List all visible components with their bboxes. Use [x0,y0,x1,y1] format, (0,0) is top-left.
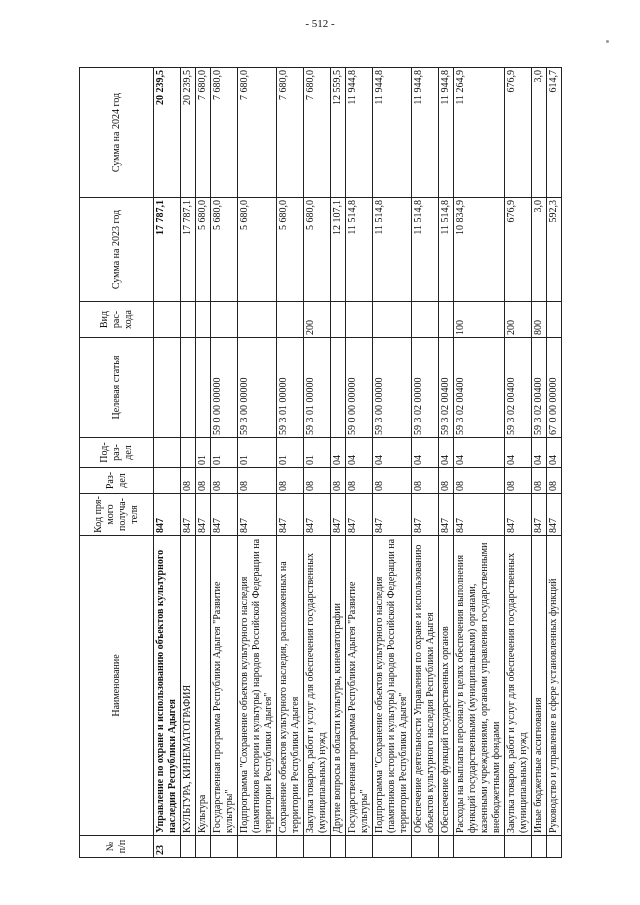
table-row [304,68,331,858]
cell-recipient: 847 [238,494,277,536]
cell-subsection: 01 [277,438,304,468]
cell-no [304,836,331,858]
cell-no [277,836,304,858]
cell-section: 08 [505,468,532,494]
cell-sum-2023: 5 680,0 [304,198,331,302]
cell-sum-2023: 10 834,9 [454,198,505,302]
header-exp-type: Вид рас- хода [80,302,154,338]
cell-sum-2024: 12 559,5 [331,68,346,198]
cell-section: 08 [196,468,211,494]
budget-table [79,67,562,858]
cell-name: Подпрограмма "Сохранение объектов культурного наследия (памятников истории и культуры) народов Российской Федерации на территории Республики Адыгея" [373,536,412,836]
cell-subsection [181,438,196,468]
cell-section: 08 [211,468,238,494]
table-row [154,68,181,858]
cell-no [211,836,238,858]
cell-sum-2023: 17 787,1 [154,198,181,302]
cell-sum-2023: 11 514,8 [346,198,373,302]
header-sum-2023: Сумма на 2023 год [80,198,154,302]
cell-name: Расходы на выплаты персоналу в целях обеспечения выполнения функций государственными (муниципальными) органами, казенными учреждениями, органами управления государственными внебюджетными фондами [454,536,505,836]
cell-sum-2023: 11 514,8 [439,198,454,302]
cell-sum-2024: 11 944,8 [439,68,454,198]
table-row [532,68,547,858]
cell-subsection: 04 [532,438,547,468]
cell-article: 59 3 00 00000 [238,338,277,438]
cell-name: Управление по охране и использованию объектов культурного наследия Республики Адыгея [154,536,181,836]
cell-sum-2023: 17 787,1 [181,198,196,302]
cell-recipient: 847 [454,494,505,536]
cell-subsection: 04 [373,438,412,468]
cell-subsection: 04 [439,438,454,468]
cell-article [154,338,181,438]
cell-subsection: 04 [505,438,532,468]
cell-sum-2024: 11 944,8 [373,68,412,198]
cell-name: Закупка товаров, работ и услуг для обеспечения государственных (муниципальных) нужд [304,536,331,836]
header-no: № п/п [80,836,154,858]
cell-recipient: 847 [304,494,331,536]
cell-exp-type [238,302,277,338]
cell-article: 59 3 02 00400 [454,338,505,438]
cell-article: 59 3 01 00000 [277,338,304,438]
cell-recipient: 847 [412,494,439,536]
cell-name: Сохранение объектов культурного наследия, расположенных на территории Республики Адыгея [277,536,304,836]
cell-article [181,338,196,438]
cell-sum-2024: 676,9 [505,68,532,198]
table-row [277,68,304,858]
table-row [238,68,277,858]
cell-name: Руководство и управление в сфере установленных функций [547,536,562,836]
table-row [454,68,505,858]
cell-article [196,338,211,438]
table-row [331,68,346,858]
cell-sum-2024: 11 944,8 [346,68,373,198]
cell-sum-2024: 7 680,0 [196,68,211,198]
cell-name: Подпрограмма "Сохранение объектов культурного наследия (памятников истории и культуры) народов Российской Федерации на территории Республики Адыгея" [238,536,277,836]
cell-section: 08 [439,468,454,494]
cell-no [196,836,211,858]
cell-exp-type [154,302,181,338]
cell-name: Государственная программа Республики Адыгея "Развитие культуры" [211,536,238,836]
cell-exp-type [181,302,196,338]
cell-section: 08 [331,468,346,494]
cell-no [331,836,346,858]
table-header-row [80,68,154,858]
cell-exp-type: 100 [454,302,505,338]
cell-sum-2023: 5 680,0 [196,198,211,302]
cell-recipient: 847 [505,494,532,536]
cell-recipient: 847 [277,494,304,536]
cell-section: 08 [454,468,505,494]
cell-subsection: 04 [547,438,562,468]
cell-exp-type [346,302,373,338]
cell-article: 67 0 00 00000 [547,338,562,438]
cell-section: 08 [304,468,331,494]
cell-exp-type [331,302,346,338]
cell-recipient: 847 [196,494,211,536]
page-number: - 512 - [305,18,335,30]
cell-article: 59 0 00 00000 [211,338,238,438]
cell-exp-type: 200 [304,302,331,338]
cell-exp-type: 200 [505,302,532,338]
cell-no [412,836,439,858]
cell-article: 59 3 00 00000 [373,338,412,438]
table-row [196,68,211,858]
cell-exp-type [277,302,304,338]
cell-article: 59 3 02 00000 [412,338,439,438]
cell-subsection: 04 [346,438,373,468]
cell-no [181,836,196,858]
cell-exp-type [373,302,412,338]
cell-section: 08 [373,468,412,494]
cell-sum-2024: 20 239,5 [181,68,196,198]
table-body [154,68,562,858]
cell-section: 08 [181,468,196,494]
cell-sum-2023: 11 514,8 [373,198,412,302]
cell-recipient: 847 [181,494,196,536]
header-sum-2024: Сумма на 2024 год [80,68,154,198]
cell-no: 23 [154,836,181,858]
cell-article: 59 3 01 00000 [304,338,331,438]
cell-article [331,338,346,438]
cell-sum-2023: 3,0 [532,198,547,302]
cell-sum-2024: 7 680,0 [304,68,331,198]
table-row [412,68,439,858]
cell-section: 08 [277,468,304,494]
cell-sum-2023: 5 680,0 [211,198,238,302]
table-row [439,68,454,858]
cell-name: Обеспечение деятельности Управления по охране и использованию объектов культурного наследия Республики Адыгея [412,536,439,836]
cell-sum-2024: 7 680,0 [211,68,238,198]
cell-sum-2024: 3,0 [532,68,547,198]
cell-name: Культура [196,536,211,836]
scan-speck [606,40,609,43]
table-row [547,68,562,858]
cell-exp-type [547,302,562,338]
cell-subsection: 04 [412,438,439,468]
cell-subsection: 01 [238,438,277,468]
cell-no [505,836,532,858]
cell-sum-2024: 11 944,8 [412,68,439,198]
cell-recipient: 847 [532,494,547,536]
cell-subsection: 04 [331,438,346,468]
cell-no [346,836,373,858]
cell-recipient: 847 [211,494,238,536]
cell-subsection: 01 [304,438,331,468]
cell-sum-2024: 7 680,0 [277,68,304,198]
cell-sum-2023: 5 680,0 [277,198,304,302]
header-name: Наименование [80,536,154,836]
cell-section: 08 [346,468,373,494]
cell-sum-2024: 20 239,5 [154,68,181,198]
cell-recipient: 847 [373,494,412,536]
cell-article: 59 0 00 00000 [346,338,373,438]
cell-name: Государственная программа Республики Адыгея "Развитие культуры" [346,536,373,836]
cell-sum-2024: 614,7 [547,68,562,198]
cell-exp-type [211,302,238,338]
cell-article: 59 3 02 00400 [532,338,547,438]
cell-sum-2023: 676,9 [505,198,532,302]
cell-recipient: 847 [547,494,562,536]
header-recipient: Код пря- мого получа- теля [80,494,154,536]
cell-name: Закупка товаров, работ и услуг для обеспечения государственных (муниципальных) нужд [505,536,532,836]
cell-section: 08 [412,468,439,494]
cell-sum-2024: 11 264,9 [454,68,505,198]
cell-sum-2024: 7 680,0 [238,68,277,198]
cell-no [532,836,547,858]
cell-subsection [154,438,181,468]
cell-exp-type: 800 [532,302,547,338]
header-subsection: Под- раз- дел [80,438,154,468]
cell-section: 08 [547,468,562,494]
cell-subsection: 01 [211,438,238,468]
cell-name: КУЛЬТУРА, КИНЕМАТОГРАФИЯ [181,536,196,836]
cell-recipient: 847 [331,494,346,536]
cell-recipient: 847 [346,494,373,536]
cell-exp-type [196,302,211,338]
cell-name: Иные бюджетные ассигнования [532,536,547,836]
table-row [505,68,532,858]
cell-sum-2023: 5 680,0 [238,198,277,302]
cell-exp-type [439,302,454,338]
cell-subsection: 04 [454,438,505,468]
cell-sum-2023: 592,3 [547,198,562,302]
cell-name: Обеспечение функций государственных органов [439,536,454,836]
cell-name: Другие вопросы в области культуры, кинематографии [331,536,346,836]
cell-no [547,836,562,858]
cell-no [373,836,412,858]
cell-recipient: 847 [439,494,454,536]
cell-section: 08 [238,468,277,494]
cell-article: 59 3 02 00400 [505,338,532,438]
table-row [346,68,373,858]
cell-no [238,836,277,858]
cell-sum-2023: 12 107,1 [331,198,346,302]
cell-sum-2023: 11 514,8 [412,198,439,302]
cell-article: 59 3 02 00400 [439,338,454,438]
table-row [373,68,412,858]
cell-no [454,836,505,858]
cell-no [439,836,454,858]
cell-exp-type [412,302,439,338]
cell-subsection: 01 [196,438,211,468]
budget-table-rotated [79,68,634,858]
cell-section: 08 [532,468,547,494]
cell-recipient: 847 [154,494,181,536]
table-row [181,68,196,858]
table-row [211,68,238,858]
cell-section [154,468,181,494]
header-article: Целевая статья [80,338,154,438]
header-section: Раз- дел [80,468,154,494]
